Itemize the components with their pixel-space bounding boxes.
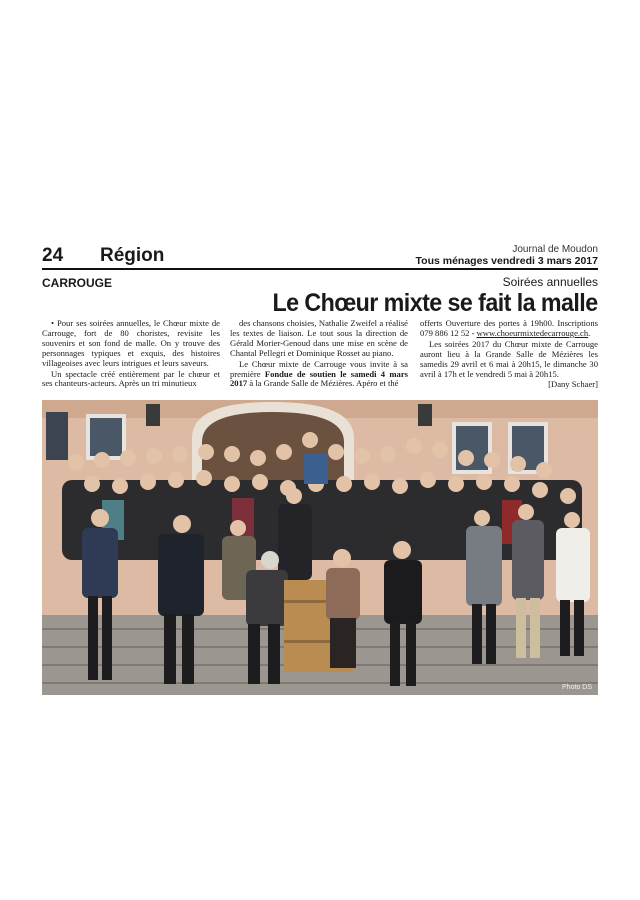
paragraph: • Pour ses soirées annuelles, le Chœur mixte de Carrouge, fort de 80 choristes, revisite les souvenirs et son fond de malle. On y trouve des personnages typiques et exquis, des histoires villageoises avec leurs intrigues et leurs saveurs. — [42, 318, 220, 368]
paragraph-text: Le Chœur mixte de Carrouge vous invite à sa première — [230, 358, 408, 379]
paragraph — [230, 360, 408, 390]
page-number: 24 — [42, 245, 64, 266]
masthead — [42, 246, 598, 268]
column-2 — [230, 319, 408, 389]
paragraph: Les soirées 2017 du Chœur mixte de Carrouge auront lieu à la Grande Salle de Mézières les samedis 29 avril et 6 mai à 20h15, le dimanche 30 avril à 17h et le vendredi 5 mai à 20h15. — [420, 338, 598, 379]
column-1 — [42, 319, 220, 389]
group-photo — [42, 400, 598, 695]
photo-credit: Photo DS — [562, 684, 592, 691]
edition-date: Tous ménages vendredi 3 mars 2017 — [415, 255, 598, 267]
website-link[interactable]: www.choeurmixtedecarrouge.ch — [476, 327, 589, 338]
paragraph: des chansons choisies, Nathalie Zweifel a réalisé les textes de liaison. Le tout sous la direction de Gérald Morier-Genoud dans une mise en scène de Chantal Pellegri et Dominique Rosset au piano. — [230, 318, 408, 358]
article-headline: Le Chœur mixte se fait la malle — [272, 289, 598, 317]
paragraph: Un spectacle créé entièrement par le chœur et ses chanteurs-acteurs. Après un tri minutieux — [42, 368, 220, 389]
paragraph-text: à la Grande Salle de Mézières. Apéro et thé — [247, 378, 399, 389]
group-photo-illustration — [42, 400, 598, 695]
section-title: Région — [100, 245, 165, 266]
author-signature: [Dany Schaer] — [548, 379, 598, 390]
article-locality: CARROUGE — [42, 276, 113, 290]
publication-name: Journal de Moudon — [512, 244, 598, 255]
masthead-rule — [42, 268, 598, 270]
column-3 — [420, 319, 598, 390]
article-body — [42, 319, 598, 397]
article-kicker: Soirées annuelles — [502, 275, 598, 289]
event-highlight: Fondue de soutien le samedi 4 mars 2017 — [230, 368, 408, 389]
paragraph-text: . — [588, 327, 591, 338]
paragraph-text: offerts Ouverture des portes à 19h00. Inscriptions 079 886 12 52 - — [420, 318, 598, 338]
paragraph — [420, 319, 598, 339]
